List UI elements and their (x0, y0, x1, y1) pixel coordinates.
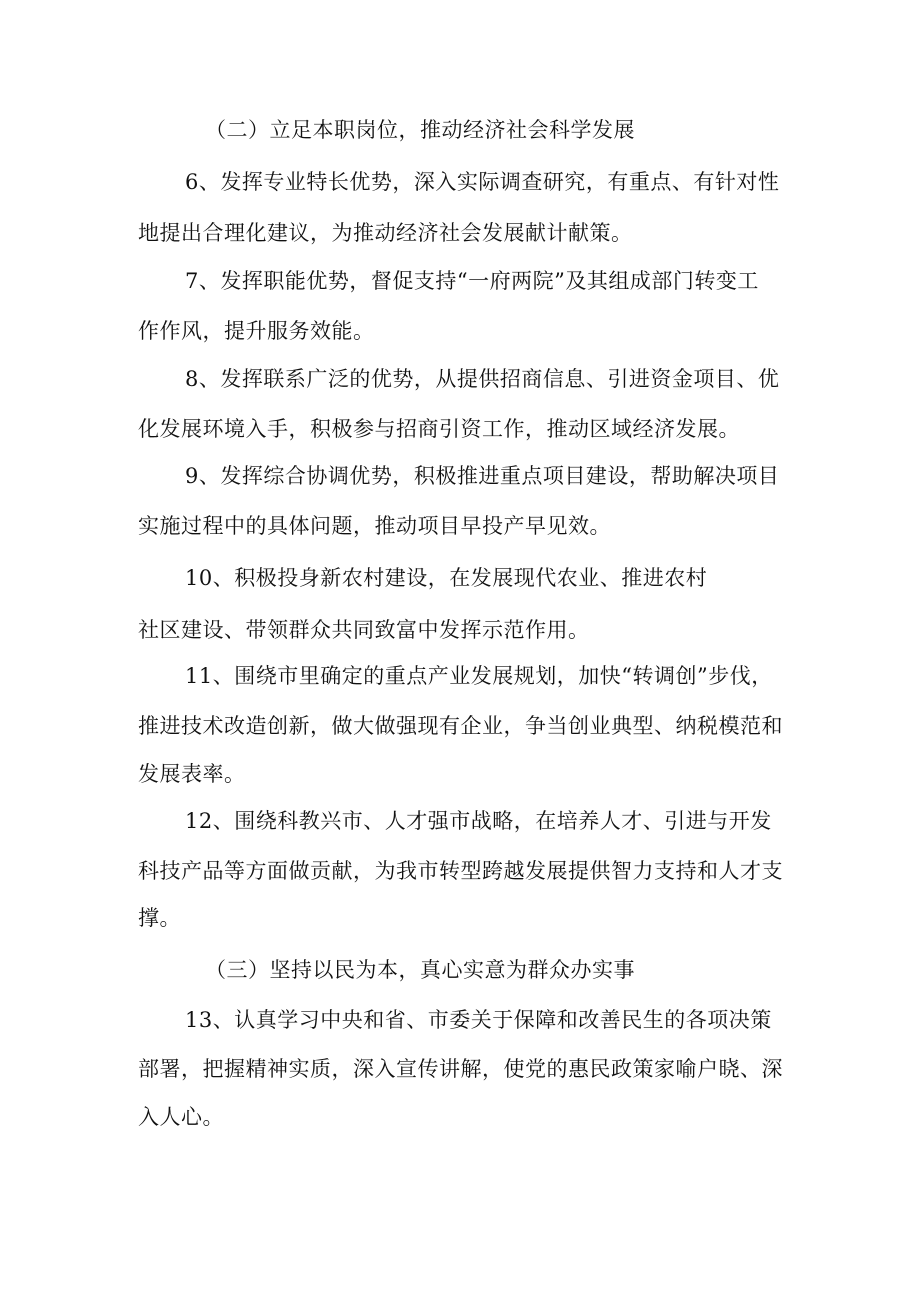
paragraph-7-line-2: 作作风，提升服务效能。 (138, 319, 375, 343)
paragraph-10-line-2: 社区建设、带领群众共同致富中发挥示范作用。 (138, 618, 590, 642)
paragraph-12-line-3: 撑。 (138, 906, 181, 930)
paragraph-6-line-1: 6、发挥专业特长优势，深入实际调查研究，有重点、有针对性 (185, 170, 780, 194)
paragraph-11-line-1: 11、围绕市里确定的重点产业发展规划，加快“转调创”步伐， (185, 664, 773, 688)
paragraph-12-line-1: 12、围绕科教兴市、人才强市战略，在培养人才、引进与开发 (185, 809, 772, 833)
paragraph-11-line-2: 推进技术改造创新，做大做强现有企业，争当创业典型、纳税模范和 (138, 714, 783, 738)
paragraph-13-line-1: 13、认真学习中央和省、市委关于保障和改善民生的各项决策 (185, 1008, 772, 1032)
paragraph-8-line-1: 8、发挥联系广泛的优势，从提供招商信息、引进资金项目、优 (185, 367, 780, 391)
section-heading-2: （二）立足本职岗位，推动经济社会科学发展 (205, 118, 635, 142)
paragraph-9-line-1: 9、发挥综合协调优势，积极推进重点项目建设，帮助解决项目 (185, 464, 780, 488)
paragraph-6-line-2: 地提出合理化建议，为推动经济社会发展献计献策。 (138, 221, 633, 245)
paragraph-13-line-3: 入人心。 (138, 1105, 224, 1129)
paragraph-10-line-1: 10、积极投身新农村建设，在发展现代农业、推进农村 (185, 566, 708, 590)
paragraph-9-line-2: 实施过程中的具体问题，推动项目早投产早见效。 (138, 514, 611, 538)
paragraph-12-line-2: 科技产品等方面做贡献，为我市转型跨越发展提供智力支持和人才支 (138, 859, 783, 883)
paragraph-11-line-3: 发展表率。 (138, 762, 246, 786)
paragraph-13-line-2: 部署，把握精神实质，深入宣传讲解，使党的惠民政策家喻户晓、深 (138, 1057, 783, 1081)
paragraph-8-line-2: 化发展环境入手，积极参与招商引资工作，推动区域经济发展。 (138, 417, 740, 441)
paragraph-7-line-1: 7、发挥职能优势，督促支持“一府两院”及其组成部门转变工 (185, 269, 759, 293)
section-heading-3: （三）坚持以民为本，真心实意为群众办实事 (205, 958, 635, 982)
